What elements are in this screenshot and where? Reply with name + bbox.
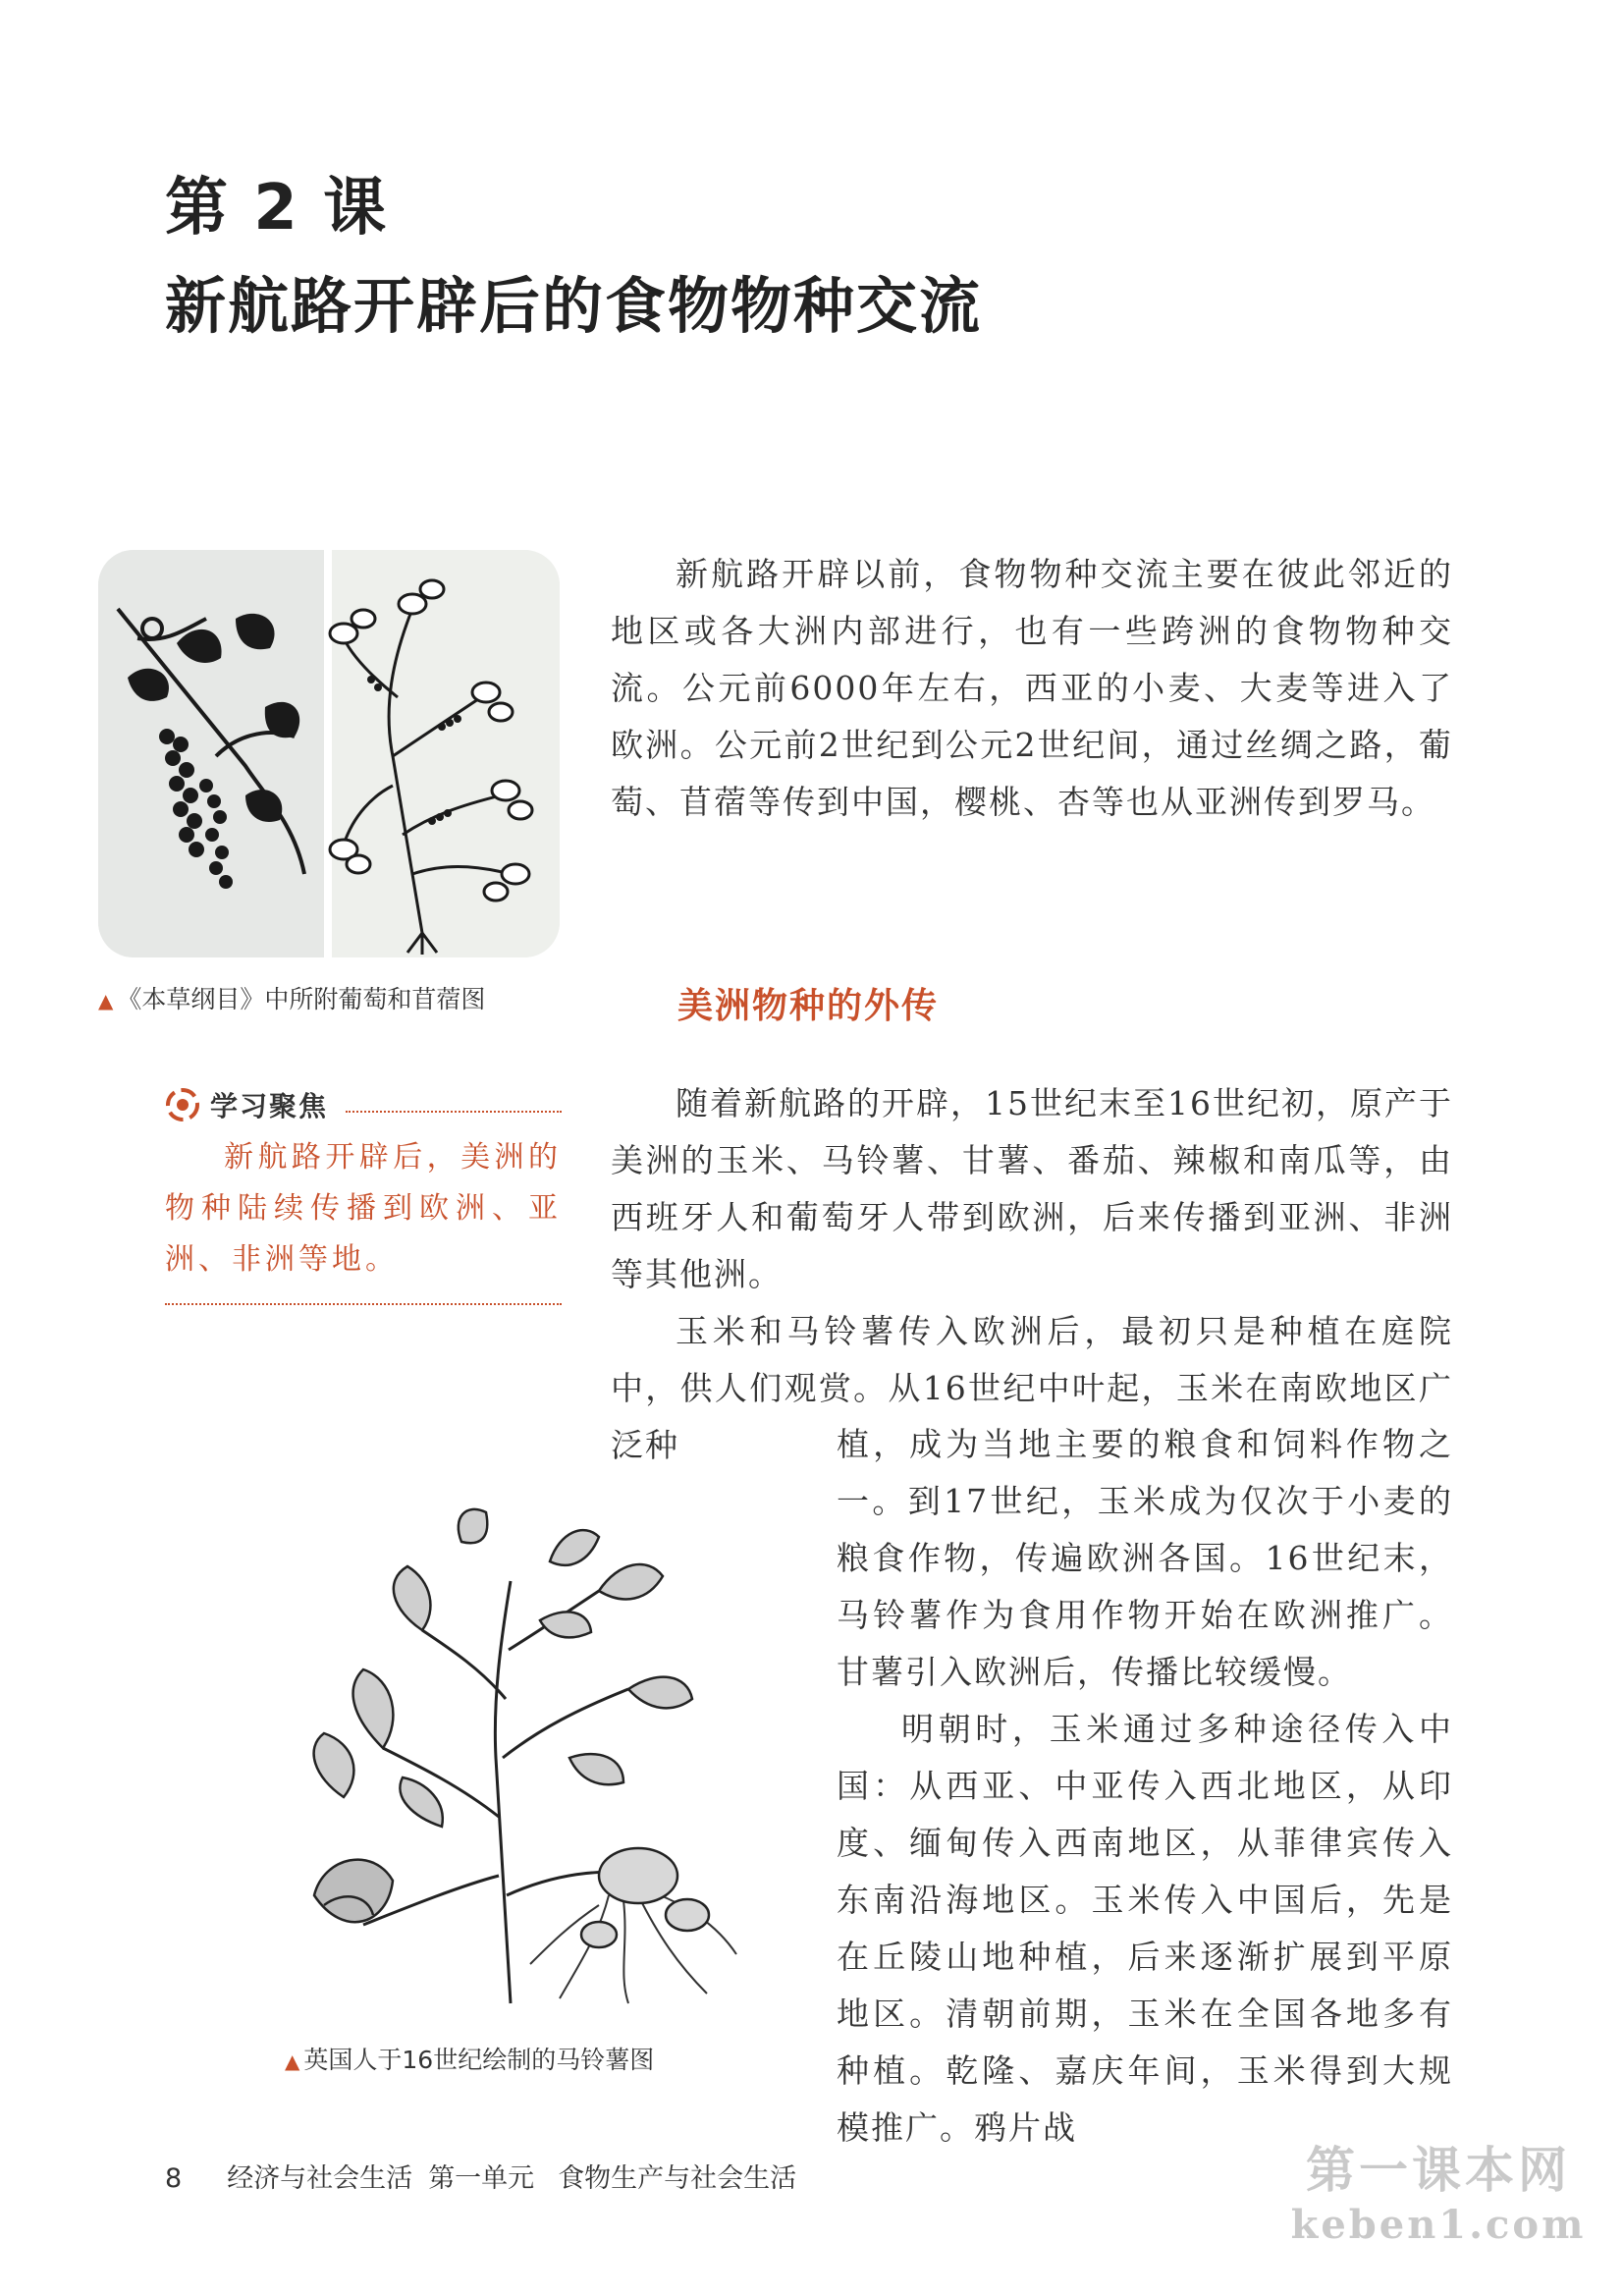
section-paragraph-2-start: 玉米和马铃薯传入欧洲后，最初只是种植在庭院中，供人们观赏。从16世纪中叶起，玉米在南欧地区广泛种 bbox=[611, 1312, 1453, 1464]
potato-illustration bbox=[285, 1503, 746, 2013]
triangle-marker-icon: ▲ bbox=[285, 2050, 300, 2073]
intro-text bbox=[611, 546, 1453, 831]
intro-paragraph: 新航路开辟以前，食物物种交流主要在彼此邻近的地区或各大洲内部进行，也有一些跨洲的食物物种交流。公元前6000年左右，西亚的小麦、大麦等进入了欧洲。公元前2世纪到公元2世纪间，通过丝绸之路，葡萄、苜蓿等传到中国，樱桃、杏等也从亚洲传到罗马。 bbox=[611, 555, 1453, 821]
study-focus-text: 新航路开辟后，美洲的物种陆续传播到欧洲、亚洲、非洲等地。 bbox=[165, 1140, 562, 1277]
page-footer bbox=[165, 2157, 796, 2195]
herbal-illustration bbox=[98, 550, 560, 957]
study-focus-header bbox=[165, 1085, 562, 1124]
section-text-narrow bbox=[837, 1416, 1453, 2157]
potato-caption-text: 英国人于16世纪绘制的马铃薯图 bbox=[303, 2046, 655, 2074]
section-heading: 美洲物种的外传 bbox=[677, 986, 940, 1026]
section-text-wide bbox=[611, 1075, 1453, 1474]
potato-figure-caption bbox=[285, 2041, 654, 2076]
dotted-divider-bottom bbox=[165, 1303, 562, 1305]
watermark bbox=[1276, 2131, 1600, 2248]
footer-unit-title: 食物生产与社会生活 bbox=[558, 2163, 797, 2194]
lesson-title: 新航路开辟后的食物物种交流 bbox=[165, 270, 983, 342]
study-focus-label: 学习聚焦 bbox=[210, 1090, 329, 1122]
watermark-url: keben1.com bbox=[1290, 2202, 1587, 2248]
herbal-caption-text: 《本草纲目》中所附葡萄和苜蓿图 bbox=[117, 985, 486, 1013]
lesson-number: 第 2 课 bbox=[165, 172, 389, 245]
focus-target-icon bbox=[165, 1087, 200, 1122]
triangle-marker-icon: ▲ bbox=[98, 989, 114, 1012]
study-focus-box bbox=[165, 1085, 562, 1305]
footer-subject: 经济与社会生活 bbox=[227, 2163, 413, 2194]
section-paragraph-1: 随着新航路的开辟，15世纪末至16世纪初，原产于美洲的玉米、马铃薯、甘薯、番茄、辣椒和南瓜等，由西班牙人和葡萄牙人带到欧洲，后来传播到亚洲、非洲等其他洲。 bbox=[611, 1084, 1453, 1293]
dotted-divider bbox=[346, 1111, 562, 1113]
herbal-figure-caption bbox=[98, 980, 485, 1015]
footer-unit: 第一单元 bbox=[428, 2163, 535, 2194]
page-number: 8 bbox=[165, 2163, 183, 2194]
watermark-name: 第一课本网 bbox=[1306, 2142, 1571, 2199]
section-paragraph-2-end: 植，成为当地主要的粮食和饲料作物之一。到17世纪，玉米成为仅次于小麦的粮食作物，传遍欧洲各国。16世纪末，马铃薯作为食用作物开始在欧洲推广。甘薯引入欧洲后，传播比较缓慢。 bbox=[837, 1425, 1453, 1691]
section-paragraph-3: 明朝时，玉米通过多种途径传入中国：从西亚、中亚传入西北地区，从印度、缅甸传入西南地区，从菲律宾传入东南沿海地区。玉米传入中国后，先是在丘陵山地种植，后来逐渐扩展到平原地区。清朝前期，玉米在全国各地多有种植。乾隆、嘉庆年间，玉米得到大规模推广。鸦片战 bbox=[837, 1710, 1453, 2147]
